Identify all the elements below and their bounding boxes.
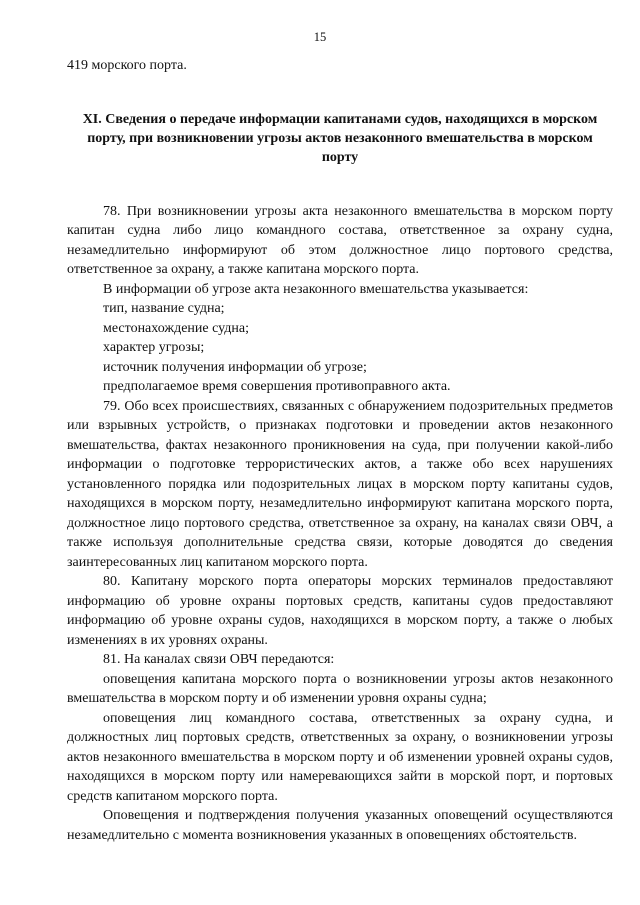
continuation-line: 419 морского порта. (67, 58, 187, 73)
paragraph-81-alert-captain: оповещения капитана морского порта о возникновении угрозы актов незаконного вмешательства в морском порту и об изменении уровня охраны судна; (67, 671, 613, 706)
page-number: 15 (313, 30, 327, 44)
paragraph-81-confirmation: Оповещения и подтверждения получения указанных оповещений осуществляются незамедлительно с момента возникновения указанных в оповещениях обстоятельств. (67, 808, 613, 843)
paragraph-79: 79. Обо всех происшествиях, связанных с обнаружением подозрительных предметов или взрывных устройств, о признаках подготовки и проведении актов незаконного вмешательства, фактах незаконного проникновения на суда, при получении какой-либо информации о подготовке террористических актов, а также обо всех нарушениях установленного порядка или подозрительных лицах в морском порту капитаны судов, находящихся в морском порту, незамедлительно информируют капитана морского порта, должностное лицо портового средства, ответственное за охрану, на каналах связи ОВЧ, а также используя дополнительные средства связи, которые доводятся до сведения заинтересованных лиц капитаном морского порта. (67, 398, 613, 570)
paragraph-80: 80. Капитану морского порта операторы морских терминалов предоставляют информацию об уровне охраны портовых средств, капитаны судов предоставляют информацию об уровне охраны судов, находящихся в морском порту, а также о любых изменениях в их уровнях охраны. (67, 574, 613, 648)
paragraph-81-alert-officers: оповещения лиц командного состава, ответственных за охрану судна, и должностных лиц портовых средств, ответственных за охрану, о возникновении угрозы актов незаконного вмешательства в морском порту и об изменении уровней охраны судов, находящихся в морском порту или намеревающихся зайти в морской порт, и портовых средств капитаном морского порта. (67, 710, 613, 804)
paragraph-78: 78. При возникновении угрозы акта незаконного вмешательства в морском порту капитан судна либо лицо командного состава, ответственное за охрану судна, незамедлительно информируют об этом должностное лицо портового средства, ответственное за охрану, а также капитана морского порта. (67, 203, 613, 277)
list-item: тип, название судна; (103, 301, 225, 316)
paragraph-81: 81. На каналах связи ОВЧ передаются: (103, 652, 335, 667)
list-item: характер угрозы; (103, 340, 205, 355)
list-item: предполагаемое время совершения противоправного акта. (103, 379, 451, 394)
list-item: местонахождение судна; (103, 320, 249, 336)
paragraph-78-info: В информации об угрозе акта незаконного вмешательства указывается: (103, 281, 529, 297)
document-body (67, 56, 613, 845)
list-item: источник получения информации об угрозе; (103, 359, 367, 375)
section-title: XI. Сведения о передаче информации капитанами судов, находящихся в морском порту, при возникновении угрозы актов незаконного вмешательства в морском порту (82, 111, 598, 165)
